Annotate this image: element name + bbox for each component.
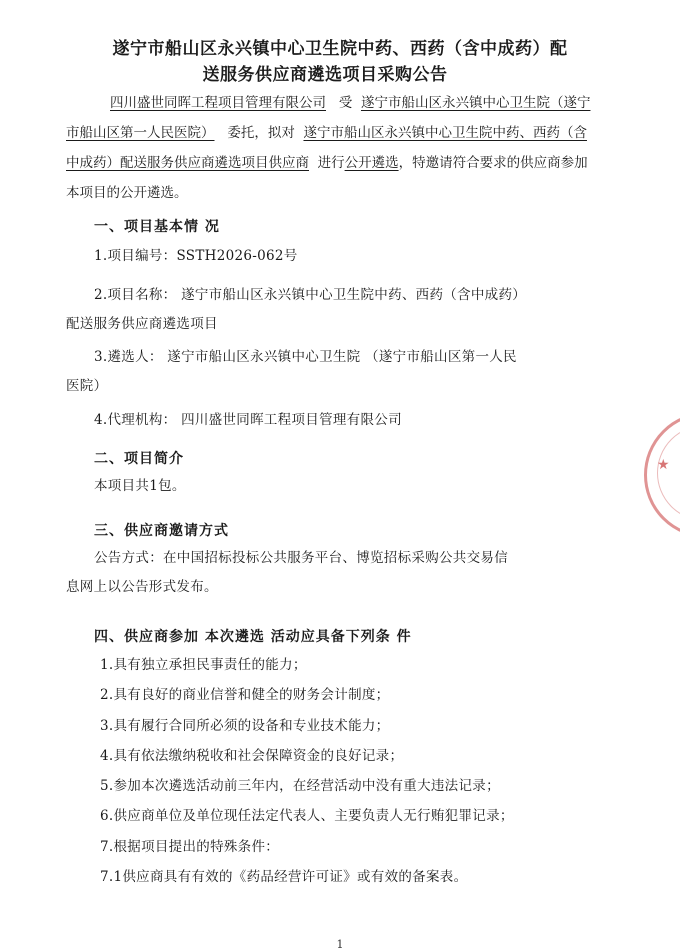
project-summary: 本项目共1包。	[94, 478, 186, 494]
agency-name: 四川盛世同晖工程项目管理有限公司	[110, 95, 326, 111]
method-name: 公开遴选	[344, 155, 399, 171]
requirements-list	[100, 650, 514, 892]
selector-line-2: 医院）	[66, 378, 108, 394]
section-4-heading: 四、供应商参加 本次遴选 活动应具备下列条 件	[94, 629, 412, 645]
intro-text-1: 受	[338, 95, 353, 111]
invitation-line-1: 公告方式：在中国招标投标公共服务平台、博览招标采购公共交易信	[94, 550, 508, 566]
item-project-number: 1.项目编号：SSTH2026-062号	[94, 248, 298, 264]
seal-star-icon: ★	[657, 457, 670, 473]
official-seal	[644, 412, 680, 538]
section-1-heading: 一、项目基本情 况	[94, 219, 220, 235]
intro-text-3: 进行	[317, 155, 345, 171]
list-item: 6.供应商单位及单位现任法定代表人、主要负责人无行贿犯罪记录；	[100, 808, 514, 825]
invitation-line-2: 息网上以公告形式发布。	[66, 579, 218, 595]
list-item: 7.1供应商具有有效的《药品经营许可证》或有效的备案表。	[100, 869, 468, 886]
document-title	[0, 36, 680, 88]
section-3-heading: 三、供应商邀请方式	[94, 523, 229, 539]
project-name-line-1: 2.项目名称： 遂宁市船山区永兴镇中心卫生院中药、西药（含中成药）	[94, 287, 527, 303]
page-number: 1	[336, 938, 344, 951]
item-agency: 4.代理机构： 四川盛世同晖工程项目管理有限公司	[94, 412, 402, 428]
item-selector	[66, 343, 596, 401]
selector-line-1: 3.遴选人： 遂宁市船山区永兴镇中心卫生院 （遂宁市船山区第一人民	[94, 349, 517, 365]
section-2-heading: 二、项目简介	[94, 451, 184, 467]
title-line-1: 遂宁市船山区永兴镇中心卫生院中药、西药（含中成药）配	[112, 39, 568, 59]
intro-paragraph	[66, 88, 596, 208]
title-line-2: 送服务供应商遴选项目采购公告	[202, 65, 448, 85]
list-item: 5.参加本次遴选活动前三年内，在经营活动中没有重大违法记录；	[100, 778, 500, 795]
list-item: 4.具有依法缴纳税收和社会保障资金的良好记录；	[100, 747, 404, 764]
list-item: 3.具有履行合同所必须的设备和专业技术能力；	[100, 717, 390, 734]
intro-text-4: ，特邀请符合要求的供应商参加 本项目的公开遴选。	[66, 155, 588, 201]
project-name-line-2: 配送服务供应商遴选项目	[66, 316, 218, 332]
item-project-name	[66, 281, 596, 339]
list-item: 1.具有独立承担民事责任的能力；	[100, 657, 307, 673]
intro-text-2: 委托，拟对	[227, 125, 295, 141]
invitation-method	[66, 544, 596, 602]
client-name: 遂宁市船山区永兴镇中心卫生院（遂宁市船山区第一人民医院）	[66, 95, 591, 141]
list-item: 7.根据项目提出的特殊条件：	[100, 838, 280, 855]
list-item: 2.具有良好的商业信誉和健全的财务会计制度；	[100, 687, 390, 704]
seal-inner-ring	[657, 425, 680, 521]
project-name: 遂宁市船山区永兴镇中心卫生院中药、西药（含中成药）配送服务供应商遴选项目供应商	[66, 125, 587, 171]
